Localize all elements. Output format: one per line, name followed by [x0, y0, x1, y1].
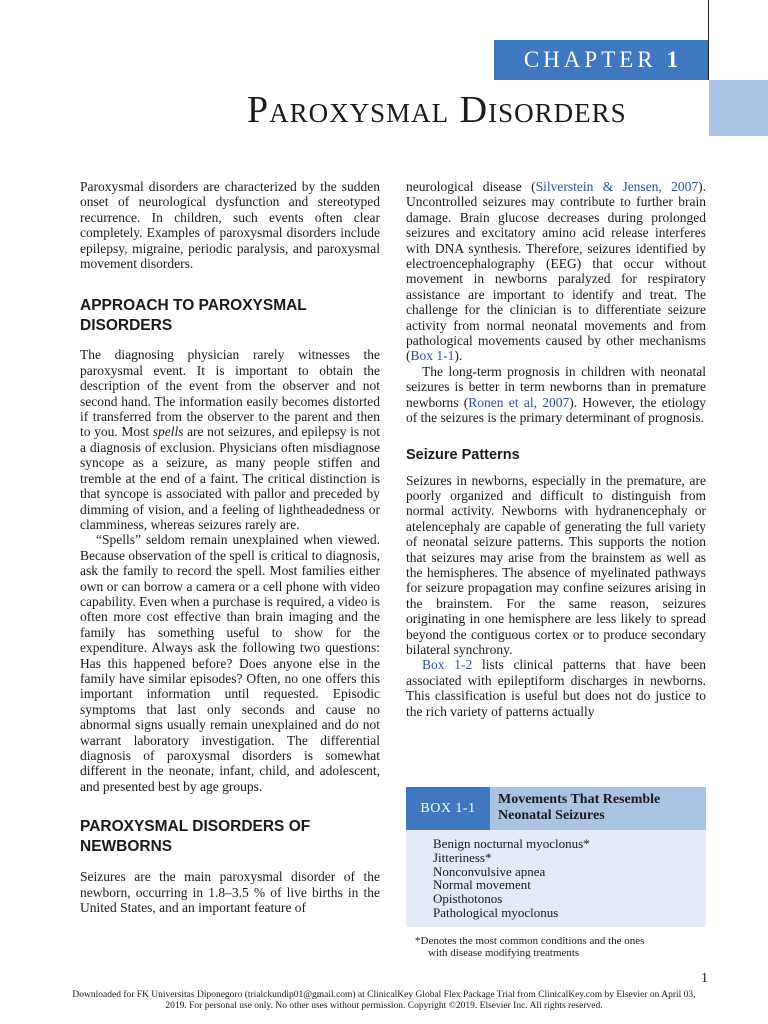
list-item: Benign nocturnal myoclonus*: [433, 836, 590, 851]
page-number: 1: [701, 971, 708, 986]
chapter-badge: [494, 40, 708, 80]
chapter-title: Paroxysmal Disorders: [247, 89, 627, 131]
box-footnote: *Denotes the most common conditions and the ones with disease modifying treatments: [415, 934, 645, 959]
list-item: Nonconvulsive apnea: [433, 863, 546, 879]
approach-paragraph-2: “Spells” seldom remain unexplained when viewed. Because observation of the spell is critical to diagnosis, ask the family to record the spell. Most families either own or can borrow a camera or a cell phone with video capability. Even when a purchase is required, a video is often more cost effective than brain imaging and the family has something useful to show for the expenditure. Always ask the following two questions: Has this happened before? Does anyone else in the family have similar episodes? Often, no one offers this important information until requested. Episodic symptoms that last only seconds and cause no abnormal signs usually remain unexplained and do not warrant laboratory investigation. The differential diagnosis of paroxysmal disorders is somewhat different in the neonate, infant, child, and adolescent, and presented best by age groups.: [80, 532, 380, 794]
box-1-1-link[interactable]: Box 1-1: [410, 348, 455, 364]
citation-silverstein[interactable]: Silverstein & Jensen, 2007: [535, 179, 699, 194]
right-column: [406, 179, 706, 719]
list-item: Pathological myoclonus: [433, 904, 559, 920]
left-column: [80, 179, 380, 915]
citation-ronen[interactable]: Ronen et al, 2007: [468, 394, 570, 410]
header-rule: [708, 0, 709, 80]
right-paragraph-4: Box 1-2 lists clinical patterns that have been associated with epileptiform discharges in newborns. This classification is useful but does not do justice to the rich variety of patterns actually: [406, 657, 707, 719]
box-header: [406, 787, 706, 830]
heading-seizure-patterns: Seizure Patterns: [406, 446, 520, 463]
emphasis-spells: spells: [152, 424, 184, 440]
list-item: Jitteriness*: [433, 849, 492, 865]
approach-paragraph-1: The diagnosing physician rarely witnesses the paroxysmal event. It is important to obtain the description of the event from the observer and not second hand. The information easily becomes distorted if transferred from the observer to the parent and then to you. Most spells are not seizures, and epilepsy is not a diagnosis of exclusion. Physicians often misdiagnose syncope as a seizure, as many people stiffen and tremble at the end of a faint. The critical distinction is that syncope is associated with pallor and preceded by dimming of vision, and a feeling of lightheadedness or clamminess, whereas seizures rarely are.: [80, 347, 381, 532]
box-list: [406, 830, 706, 927]
chapter-number: 1: [666, 47, 679, 72]
right-paragraph-3: Seizures in newborns, especially in the premature, are poorly organized and difficult to distinguish from normal activity. Newborns with hydranencephaly or atelencephaly are capable of generating the full variety of neonatal seizure patterns. This supports the notion that seizures may arise from the brainstem as well as the hemispheres. The absence of myelinated pathways for seizure propagation may confine seizures arising in the brainstem. For the same reason, seizures originating in one hemisphere are less likely to spread beyond the contiguous cortex or to produce secondary bilateral synchrony.: [406, 472, 706, 657]
right-paragraph-2: The long-term prognosis in children with neonatal seizures is better in term newborns than in premature newborns (Ronen et al, 2007). However, the etiology of the seizures is the primary determinant of prognosis.: [406, 363, 706, 426]
right-paragraph-1: neurological disease (Silverstein & Jensen, 2007). Uncontrolled seizures may contribute to further brain damage. Brain glucose decreases during prolonged seizures and excitatory amino acid release interferes with DNA synthesis. Therefore, seizures identified by electroencephalography (EEG) that occur without movement in newborns paralyzed for respiratory assistance are important to identify and treat. The challenge for the clinician is to differentiate seizure activity from normal neonatal movements and from pathological movements caused by other mechanisms (Box 1-1).: [406, 179, 706, 364]
chapter-label: CHAPTER: [523, 47, 657, 72]
chapter-tab-decoration: [709, 80, 768, 136]
box-1-1: [406, 787, 706, 959]
heading-newborns: PAROXYSMAL DISORDERS OF NEWBORNS: [80, 818, 311, 856]
list-item: Opisthotonos: [433, 891, 503, 907]
box-1-2-link[interactable]: Box 1-2: [422, 657, 473, 673]
box-label: BOX 1-1: [406, 787, 490, 830]
newborns-paragraph-1: Seizures are the main paroxysmal disorder of the newborn, occurring in 1.8–3.5 % of live births in the United States, and an important feature of: [80, 869, 380, 916]
download-footer: Downloaded for FK Universitas Diponegoro (trialckundip01@gmail.com) at ClinicalKey Global Flex Package Trial from ClinicalKey.com by Elsevier on April 03, 2019. For personal use only. No other uses without permission. Copyright ©2019. Elsevier Inc. All rights reserved.: [72, 990, 696, 1011]
box-title: Movements That Resemble Neonatal Seizures: [498, 792, 661, 823]
intro-paragraph: Paroxysmal disorders are characterized by the sudden onset of neurological dysfunction and stereotyped recurrence. In children, such events often clear completely. Examples of paroxysmal disorders include epilepsy, migraine, periodic paralysis, and paroxysmal movement disorders.: [80, 179, 380, 272]
list-item: Normal movement: [433, 877, 531, 893]
heading-approach: APPROACH TO PAROXYSMAL DISORDERS: [80, 297, 307, 335]
